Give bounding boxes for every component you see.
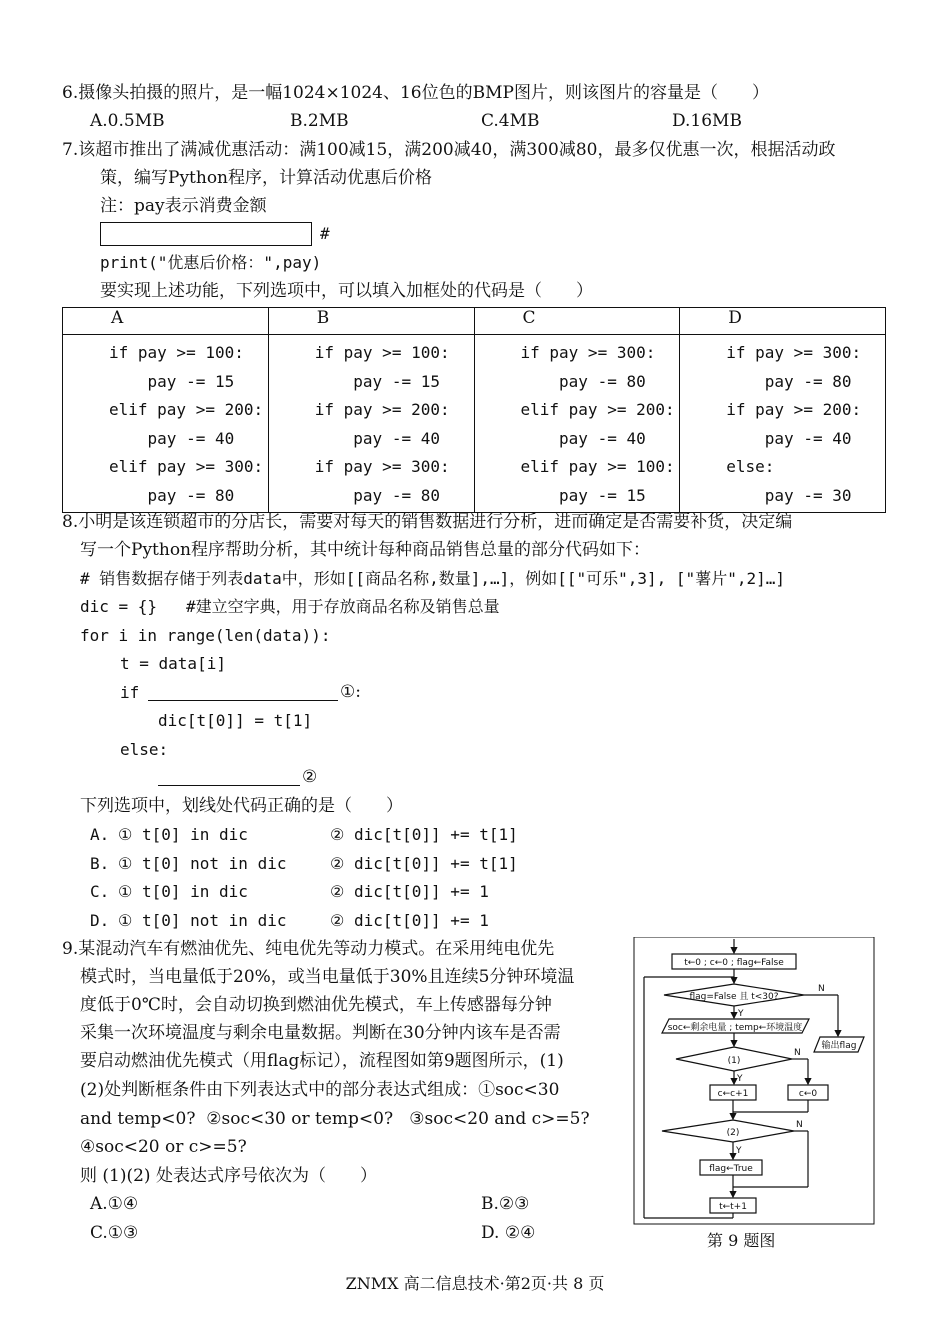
q8-stem-line1: 8.小明是该连锁超市的分店长，需要对每天的销售数据进行分析，进而确定是否需要补货，决定编 [62,512,793,532]
q9-option-c: C.①③ [90,1223,139,1243]
q7-hash-comment: # [320,224,330,243]
q9-flowchart [632,937,877,1227]
q8-question: 下列选项中，划线处代码正确的是（ ） [80,796,403,816]
q8-blank-2[interactable] [158,785,300,786]
q9-line-1: 9.某混动汽车有燃油优先、纯电优先等动力模式。在采用纯电优先 [62,939,555,959]
q8-option-a-blank2: ② dic[t[0]] += t[1] [330,825,518,844]
q8-blank-1[interactable] [148,700,338,701]
q8-code-for: for i in range(len(data)): [80,626,331,645]
q8-option-a-blank1: ① t[0] in dic [118,825,248,844]
q8-option-d-blank1: ① t[0] not in dic [118,911,287,930]
q6-option-b: B.2MB [290,111,349,131]
q7-print-line: print("优惠后价格：",pay) [100,253,322,272]
q8-option-d-blank2: ② dic[t[0]] += 1 [330,911,489,930]
q9-line-8: ④soc<20 or c>=5? [80,1137,247,1157]
q8-option-c-blank1: ① t[0] in dic [118,882,248,901]
flow-output-text: 输出flag [821,1041,857,1051]
q7-question: 要实现上述功能，下列选项中，可以填入加框处的代码是（ ） [100,281,593,301]
q7-code-d: if pay >= 300: pay -= 80 if pay >= 200: pay -= 40 else: pay -= 30 [726,343,862,505]
flow-inc-c-text: c←c+1 [717,1089,749,1099]
q8-option-c-label: C. [90,882,110,901]
q8-blank-2-marker: ② [302,767,318,787]
q7-header-b: B [268,308,474,335]
q8-code-comment: # 销售数据存储于列表data中，形如[[商品名称,数量],…]，例如[["可乐",3], ["薯片",2]…] [80,569,785,588]
q9-line-4: 采集一次环境温度与剩余电量数据。判断在30分钟内该车是否需 [80,1023,561,1043]
q8-option-a-label: A. [90,825,110,844]
flow-io-text: soc←剩余电量 ; temp←环境温度 [667,1023,803,1033]
q8-option-b-blank2: ② dic[t[0]] += t[1] [330,854,518,873]
q9-line-6: (2)处判断框条件由下列表达式中的部分表达式组成：①soc<30 [80,1080,560,1100]
flow-cond1-no: N [794,1048,801,1058]
q9-line-2: 模式时，当电量低于20%，或当电量低于30%且连续5分钟环境温 [80,967,575,987]
flow-loop-text: flag=False 且 t<30? [689,992,779,1002]
q7-code-answer-box[interactable] [100,222,312,246]
flow-cond2-text: (2) [726,1128,740,1138]
q8-code-dic-set: dic[t[0]] = t[1] [158,711,313,730]
q9-figure-caption: 第 9 题图 [707,1231,776,1250]
q9-line-9: 则 (1)(2) 处表达式序号依次为（ ） [80,1166,377,1186]
q9-option-a: A.①④ [90,1194,139,1214]
q6-option-c: C.4MB [481,111,540,131]
flow-cond1-text: (1) [727,1056,741,1066]
q9-line-3: 度低于0℃时，会自动切换到燃油优先模式，车上传感器每分钟 [80,995,552,1015]
q8-code-else: else: [120,740,169,759]
q7-header-a: A [63,308,269,335]
flow-loop-no: N [818,984,825,994]
flow-reset-c-text: c←0 [798,1089,818,1099]
q8-blank-1-marker: ①: [340,682,361,702]
q6-option-d: D.16MB [672,111,742,131]
q9-option-d: D. ②④ [481,1223,536,1243]
flow-cond2-no: N [796,1120,803,1130]
flow-cond1-yes: Y [737,1074,743,1084]
q7-code-c: if pay >= 300: pay -= 80 elif pay >= 200: pay -= 40 elif pay >= 100: pay -= 15 [520,343,675,505]
q7-header-d: D [680,308,886,335]
q7-code-b: if pay >= 100: pay -= 15 if pay >= 200: pay -= 40 if pay >= 300: pay -= 80 [314,343,450,505]
q8-option-d-label: D. [90,911,110,930]
q7-options-table [62,307,886,513]
q9-option-b: B.②③ [481,1194,530,1214]
flow-init-text: t←0 ; c←0 ; flag←False [684,958,784,968]
q9-line-5: 要启动燃油优先模式（用flag标记），流程图如第9题图所示，(1) [80,1051,564,1071]
q7-stem-line1: 7.该超市推出了满减优惠活动：满100减15，满200减40，满300减80，最多仅优惠一次，根据活动政 [62,140,836,160]
q8-code-assign-t: t = data[i] [120,654,226,673]
q9-line-7: and temp<0? ②soc<30 or temp<0? ③soc<20 and c>=5? [80,1109,590,1129]
q6-stem: 6.摄像头拍摄的照片，是一幅1024×1024、16位色的BMP图片，则该图片的容量是（ ） [62,83,769,103]
flow-cond2-yes: Y [736,1146,742,1156]
flow-inc-t-text: t←t+1 [719,1202,747,1212]
q7-code-a: if pay >= 100: pay -= 15 elif pay >= 200: pay -= 40 elif pay >= 300: pay -= 80 [109,343,264,505]
page-footer: ZNMX 高二信息技术·第2页·共 8 页 [345,1274,605,1293]
flow-set-flag-text: flag←True [709,1164,753,1174]
q8-option-c-blank2: ② dic[t[0]] += 1 [330,882,489,901]
q7-note: 注：pay表示消费金额 [100,196,267,216]
q8-code-if: if [120,683,140,702]
q6-option-a: A.0.5MB [90,111,165,131]
flow-loop-yes: Y [738,1009,744,1019]
q7-header-c: C [474,308,680,335]
q7-stem-line2: 策，编写Python程序，计算活动优惠后价格 [100,168,433,188]
q8-stem-line2: 写一个Python程序帮助分析，其中统计每种商品销售总量的部分代码如下： [80,540,651,560]
q8-code-dic-init: dic = {} #建立空字典，用于存放商品名称及销售总量 [80,597,500,616]
q8-option-b-label: B. [90,854,110,873]
q8-option-b-blank1: ① t[0] not in dic [118,854,287,873]
